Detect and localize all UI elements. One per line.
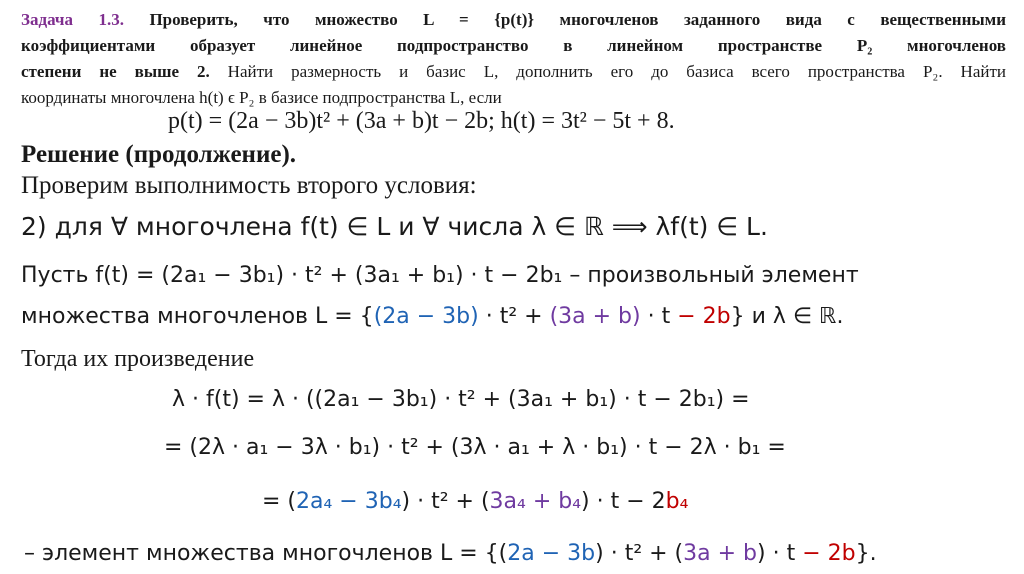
let-line-2-blue: (2a − 3b) bbox=[373, 304, 479, 329]
eq3-mid1: ) · t² + ( bbox=[401, 489, 490, 514]
final-red: − 2b bbox=[802, 541, 856, 566]
final-blue: 2a − 3b bbox=[507, 541, 596, 566]
task-line-3-bold: степени не выше 2. bbox=[21, 62, 210, 81]
final-prefix: – элемент множества многочленов L = {( bbox=[24, 541, 508, 566]
equation-2: = (2λ · a₁ − 3λ · b₁) · t² + (3λ · a₁ + λ · b₁) · t − 2λ · b₁ = bbox=[164, 435, 786, 460]
final-mid2: ) · t bbox=[757, 541, 803, 566]
eq3-prefix: = ( bbox=[262, 489, 297, 514]
let-line-2-mid1: · t² + bbox=[478, 304, 550, 329]
condition-2: 2) для ∀ многочлена f(t) ∈ L и ∀ числа λ ∈ ℝ ⟹ λf(t) ∈ L. bbox=[21, 212, 768, 241]
let-line-2-red: − 2b bbox=[677, 304, 731, 329]
let-line-2-mid2: · t bbox=[640, 304, 678, 329]
eq3-purple: 3a₄ + b₄ bbox=[489, 489, 582, 514]
let-line-2-purple: (3a + b) bbox=[549, 304, 641, 329]
task-title: Задача 1.3. bbox=[21, 10, 124, 29]
task-line-2-text: коэффициентами образует линейное подпространство в линейном пространстве P₂ многочленов bbox=[21, 36, 1006, 55]
eq3-blue: 2a₄ − 3b₄ bbox=[296, 489, 402, 514]
task-line-4-text: координаты многочлена h(t) ϵ P₂ в базисе подпространства L, если bbox=[21, 88, 502, 107]
final-purple: 3a + b bbox=[683, 541, 758, 566]
final-mid1: ) · t² + ( bbox=[595, 541, 684, 566]
solution-heading: Решение (продолжение). bbox=[21, 141, 297, 168]
eq3-mid2: ) · t − 2 bbox=[581, 489, 666, 514]
final-suffix: }. bbox=[855, 541, 877, 566]
task-line-1-text: Проверить, что множество L = {p(t)} многочленов заданного вида с вещественными bbox=[149, 10, 1007, 29]
formula-top: p(t) = (2a − 3b)t² + (3a + b)t − 2b; h(t) = 3t² − 5t + 8. bbox=[168, 108, 675, 134]
final-line bbox=[24, 541, 877, 566]
task-line-3 bbox=[21, 59, 1006, 85]
equation-1: λ · f(t) = λ · ((2a₁ − 3b₁) · t² + (3a₁ + b₁) · t − 2b₁) = bbox=[172, 387, 750, 412]
task-line-1 bbox=[21, 7, 1006, 33]
eq3-red: b₄ bbox=[665, 489, 689, 514]
let-line-1: Пусть f(t) = (2a₁ − 3b₁) · t² + (3a₁ + b₁) · t − 2b₁ – произвольный элемент bbox=[21, 263, 859, 288]
equation-3 bbox=[262, 489, 688, 514]
then-line: Тогда их произведение bbox=[21, 346, 255, 372]
task-line-3-text: Найти размерность и базис L, дополнить его до базиса всего пространства P₂. Найти bbox=[227, 62, 1006, 81]
let-line-2-prefix: множества многочленов L = { bbox=[21, 304, 374, 329]
check-line: Проверим выполнимость второго условия: bbox=[21, 172, 477, 199]
let-line-2-suffix: } и λ ∈ ℝ. bbox=[730, 304, 844, 329]
task-line-2 bbox=[21, 33, 1006, 59]
let-line-2 bbox=[21, 304, 843, 329]
